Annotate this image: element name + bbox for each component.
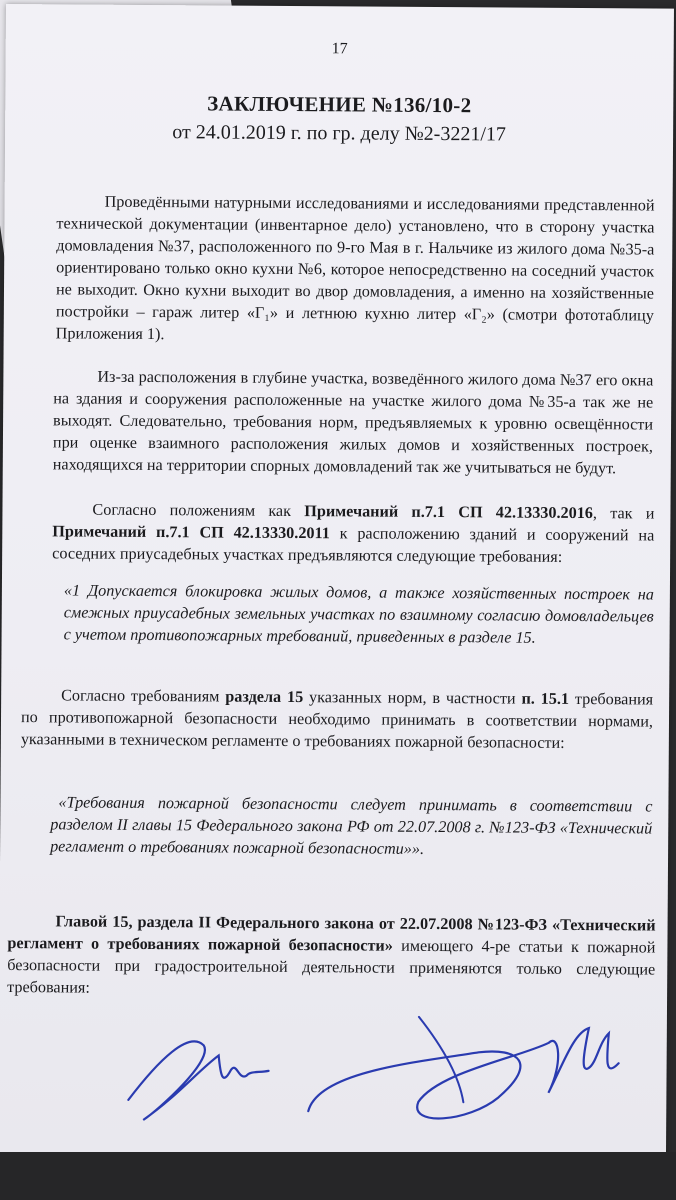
document-page xyxy=(0,4,674,1161)
paragraph-3-ref-2011: Примечаний п.7.1 СП 42.13330.2011 xyxy=(52,522,330,543)
paragraph-5 xyxy=(7,910,656,1003)
page-number: 17 xyxy=(331,40,348,58)
quote-1: «1 Допускается блокировка жилых домов, а также хозяйственных построек на смежных приусадебных земельных участках по взаимному согласию домовладельцев с учетом противопожарных требований, приведенных в разделе 15. xyxy=(63,581,654,647)
paragraph-3-text: Согласно положениям как xyxy=(92,500,305,521)
paragraph-4-ref-clause: п. 15.1 xyxy=(521,689,570,708)
signature-left xyxy=(128,1041,269,1121)
paragraph-4-ref-section: раздела 15 xyxy=(225,687,304,707)
paragraph-3-ref-2016: Примечаний п.7.1 СП 42.13330.2016 xyxy=(304,502,594,523)
background-edge xyxy=(0,1152,676,1200)
paragraph-5-law-ref: Главой 15, раздела II Федерального закона от 22.07.2008 №123-ФЗ «Технический регламент о требованиях пожарной безопасности» xyxy=(7,912,656,955)
paragraph-3-text: , так и xyxy=(592,504,655,523)
document-subtitle: от 24.01.2019 г. по гр. делу №2-3221/17 xyxy=(172,121,507,146)
paragraph-3 xyxy=(52,498,654,568)
quote-2: «Требования пожарной безопасности следует принимать в соответствии с разделом II главы 15 Федерального закона РФ от 22.07.2008 г. №123-ФЗ «Технический регламент о требованиях пожарной безопасности»». xyxy=(50,793,653,858)
paragraph-1: Проведёнными натурными исследованиями и исследованиями представленной технической документации (инвентарное дело) установлено, что в сторону участка домовладения №37, расположенного по 9-го Мая в г. Нальчике из жилого дома №35-а ориентировано только окно кухни №6, которое непосредственно на соседний участок не выходит. Окно кухни выходит во двор домовладения, а именно на хозяйственные постройки – гараж литер «Г₁» и летнюю кухню литер «Г₂» (смотри фототаблицу Приложения 1). xyxy=(55,192,655,344)
paragraph-4 xyxy=(21,684,653,754)
signature-right xyxy=(308,1026,619,1120)
paragraph-3-text: к расположению зданий и сооружений на соседних приусадебных участках предъявляются следующие требования: xyxy=(52,524,655,566)
document-title: ЗАКЛЮЧЕНИЕ №136/10-2 xyxy=(207,91,472,118)
paragraph-5-text: имеющего 4-ре статьи к пожарной безопасности при градостроительной деятельности применяются только следующие требования: xyxy=(7,936,656,997)
paragraph-4-text: требования по противопожарной безопасности необходимо принимать в соответствии нормами, указанными в техническом регламенте о требованиях пожарной безопасности: xyxy=(20,689,654,752)
paragraph-2: Из-за расположения в глубине участка, возведённого жилого дома №37 его окна на здания и сооружения расположенные на участке жилого дома №35-а так же не выходят. Следовательно, требования норм, предъявляемых к уровню освещённости при оценке взаимного расположения жилых домов и хозяйственных построек, находящихся на территории спорных домовладений так же учитываться не будут. xyxy=(52,367,654,478)
signatures xyxy=(118,1000,639,1134)
paragraph-4-text: указанных норм, в частности xyxy=(303,688,522,708)
paragraph-4-text: Согласно требованиям xyxy=(61,686,226,706)
